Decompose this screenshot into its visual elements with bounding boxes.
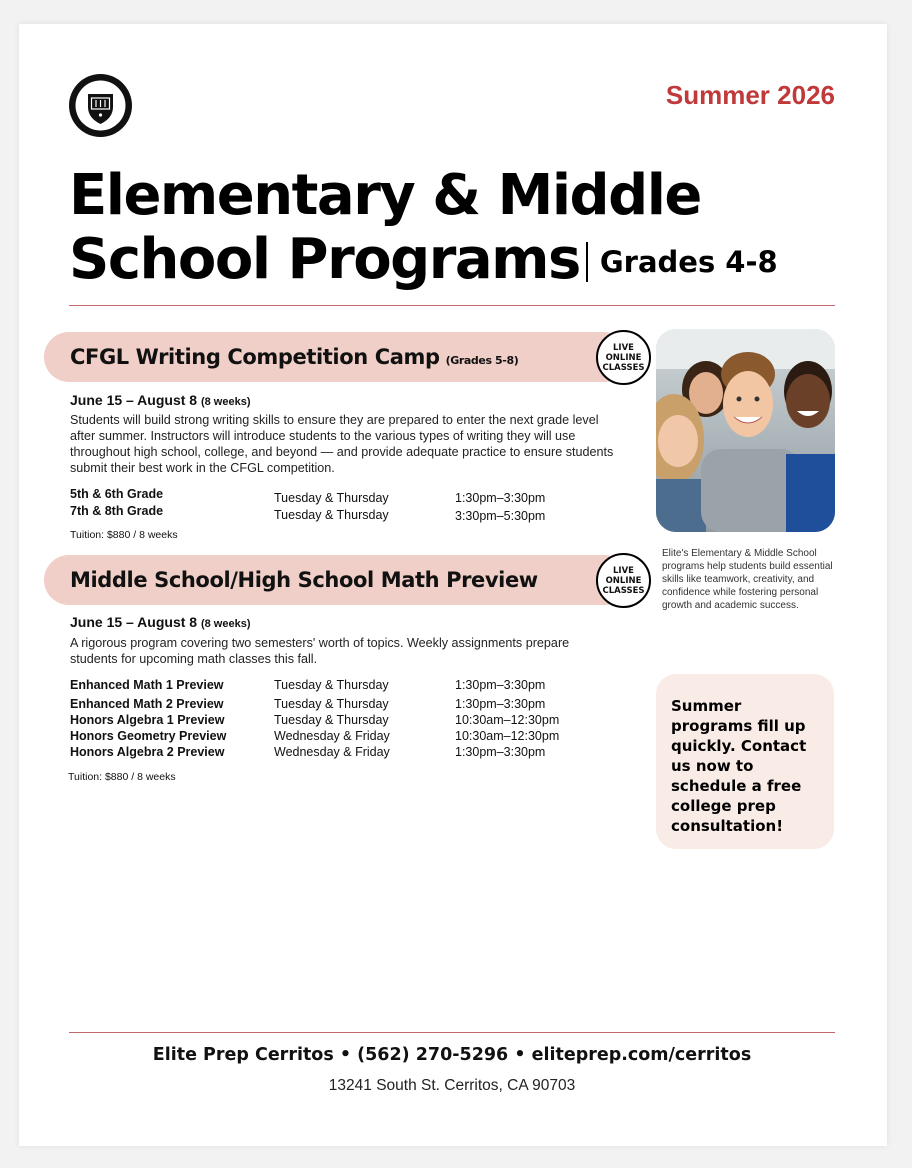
course-days: Tuesday & Thursday — [274, 491, 389, 505]
footer-contact: Elite Prep Cerritos • (562) 270-5296 • eliteprep.com/cerritos — [152, 1045, 752, 1065]
shield-logo-icon — [69, 74, 132, 137]
course-name: Honors Algebra 1 Preview — [70, 713, 225, 727]
schedule-row — [70, 487, 630, 504]
course-name: Enhanced Math 1 Preview — [70, 678, 224, 692]
title-line-1: Elementary & Middle — [69, 163, 701, 228]
title-line-2-text: School Programs — [69, 227, 580, 292]
footer-divider — [69, 1032, 835, 1033]
badge-line: LIVE — [613, 565, 634, 576]
schedule-row — [70, 697, 630, 714]
program-title — [70, 345, 518, 369]
course-time: 1:30pm–3:30pm — [455, 745, 546, 759]
schedule-row — [70, 713, 630, 730]
tuition-text: Tuition: $880 / 8 weeks — [70, 529, 178, 541]
badge-line: CLASSES — [602, 585, 645, 596]
course-time: 1:30pm–3:30pm — [455, 491, 546, 505]
program-banner-writing — [44, 332, 645, 382]
header-divider — [69, 305, 835, 306]
schedule-row — [70, 729, 630, 746]
flyer-page — [19, 24, 887, 1146]
photo-caption: Elite's Elementary & Middle School programs help students build essential skills like teamwork, creativity, and confidence while fostering personal growth and academic success. — [662, 548, 833, 611]
footer-address: 13241 South St. Cerritos, CA 90703 — [328, 1077, 576, 1094]
schedule-row — [70, 504, 630, 521]
badge-line: CLASSES — [602, 362, 645, 373]
dates-note: (8 weeks) — [200, 396, 251, 408]
badge-line: LIVE — [613, 342, 634, 353]
course-name: 7th & 8th Grade — [70, 504, 164, 518]
course-days: Tuesday & Thursday — [274, 713, 389, 727]
students-photo — [656, 329, 835, 532]
grades-label: Grades 4-8 — [586, 242, 778, 282]
course-days: Wednesday & Friday — [274, 729, 390, 743]
badge-line: ONLINE — [605, 575, 642, 586]
program-description: Students will build strong writing skills to ensure they are prepared to enter the next grade level after summer. Instructors will introduce students to the various types of writing they will use throughout high school, college, and beyond — and provide adequate practice to ensure students submit their best work in the CFGL competition. — [70, 413, 614, 475]
dates-text: June 15 – August 8 — [70, 614, 198, 630]
program-title: Middle School/High School Math Preview — [70, 568, 538, 592]
consultation-callout: Summer programs fill up quickly. Contact us now to schedule a free college prep consultation! — [656, 674, 834, 849]
dates-note: (8 weeks) — [200, 618, 251, 630]
live-online-badge — [596, 330, 651, 385]
title-line-2 — [69, 228, 829, 292]
live-online-badge — [596, 553, 651, 608]
program-dates — [70, 614, 251, 630]
program-dates — [70, 392, 251, 408]
schedule-row — [70, 745, 630, 762]
course-days: Tuesday & Thursday — [274, 697, 389, 711]
course-name: Honors Geometry Preview — [70, 729, 227, 743]
program-description: A rigorous program covering two semesters' worth of topics. Weekly assignments prepare students for upcoming math classes this fall. — [70, 636, 570, 666]
course-time: 3:30pm–5:30pm — [455, 509, 546, 523]
program-banner-math — [44, 555, 645, 605]
badge-line: ONLINE — [605, 352, 642, 363]
course-time: 1:30pm–3:30pm — [455, 697, 546, 711]
course-time: 1:30pm–3:30pm — [455, 678, 546, 692]
season-label: Summer 2026 — [665, 80, 835, 110]
program-grade-note: (Grades 5-8) — [445, 354, 519, 367]
tuition-text: Tuition: $880 / 8 weeks — [68, 771, 176, 783]
course-name: Enhanced Math 2 Preview — [70, 697, 224, 711]
course-days: Tuesday & Thursday — [274, 678, 389, 692]
dates-text: June 15 – August 8 — [70, 392, 198, 408]
course-days: Tuesday & Thursday — [274, 508, 389, 522]
course-days: Wednesday & Friday — [274, 745, 390, 759]
course-name: Honors Algebra 2 Preview — [70, 745, 225, 759]
program-title-text: CFGL Writing Competition Camp — [70, 345, 440, 369]
course-name: 5th & 6th Grade — [70, 487, 164, 501]
course-time: 10:30am–12:30pm — [455, 713, 560, 727]
page-title — [69, 164, 829, 292]
schedule-row — [70, 678, 630, 695]
course-time: 10:30am–12:30pm — [455, 729, 560, 743]
